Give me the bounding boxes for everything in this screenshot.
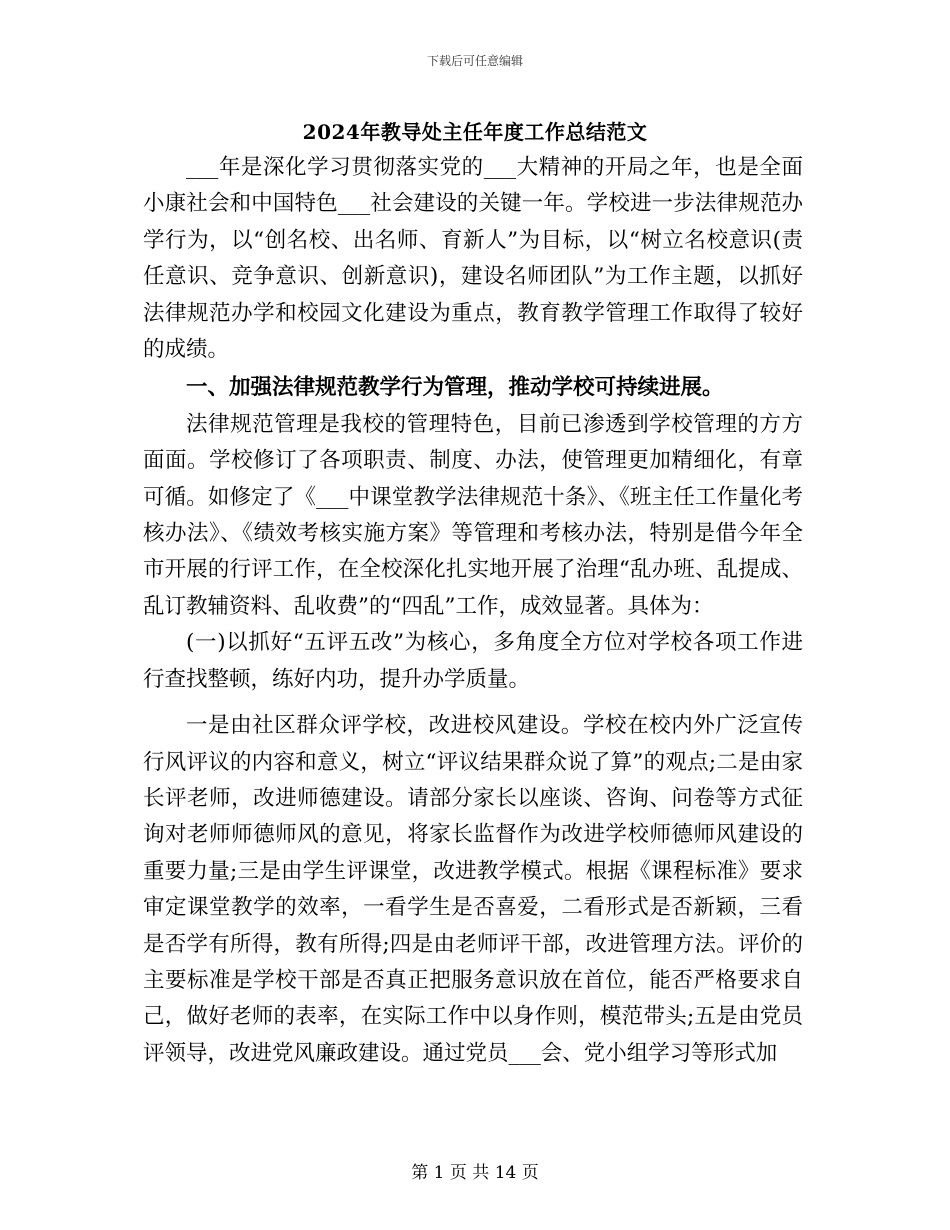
intro-paragraph: ___年是深化学习贯彻落实党的___大精神的开局之年，也是全面小康社会和中国特色___社会建设的关键一年。学校进一步法律规范办学行为，以“创名校、出名师、育新人”为目标，以“树立名校意识(责任意识、竞争意识、创新意识)，建设名师团队”为工作主题，以抓好法律规范办学和校园文化建设为重点，教育教学管理工作取得了较好的成绩。: [143, 155, 803, 363]
five-evaluations-paragraph: 一是由社区群众评学校，改进校风建设。学校在校内外广泛宣传行风评议的内容和意义，树立“评议结果群众说了算”的观点;二是由家长评老师，改进师德建设。请部分家长以座谈、咨询、问卷等方式征询对老师师德师风的意见，将家长监督作为改进学校师德师风建设的重要力量;三是由学生评课堂，改进教学模式。根据《课程标准》要求审定课堂教学的效率，一看学生是否喜爱，二看形式是否新颖，三看是否学有所得，教有所得;四是由老师评干部，改进管理方法。评价的主要标准是学校干部是否真正把服务意识放在首位，能否严格要求自己，做好老师的表率，在实际工作中以身作则，模范带头;五是由党员评领导，改进党风廉政建设。通过党员___会、党小组学习等形式加: [143, 713, 803, 1066]
section-1-paragraph: 法律规范管理是我校的管理特色，目前已渗透到学校管理的方方面面。学校修订了各项职责、制度、办法，使管理更加精细化，有章可循。如修定了《___中课堂教学法律规范十条》、《班主任工作量化考核办法》、《绩效考核实施方案》等管理和考核办法，特别是借今年全市开展的行评工作，在全校深化扎实地开展了治理“乱办班、乱提成、乱订教辅资料、乱收费”的“四乱”工作，成效显著。具体为：: [143, 411, 803, 619]
page-header-note: 下载后可任意编辑: [426, 54, 523, 68]
subsection-1-paragraph: (一)以抓好“五评五改”为核心，多角度全方位对学校各项工作进行查找整顿，练好内功，提升办学质量。: [143, 630, 803, 692]
document-body: [143, 150, 803, 1072]
page-number-footer: 第 1 页 共 14 页: [411, 1163, 539, 1183]
document-title: 2024年教导处主任年度工作总结范文: [302, 120, 648, 144]
section-heading-1: 一、加强法律规范教学行为管理，推动学校可持续进展。: [186, 375, 724, 401]
